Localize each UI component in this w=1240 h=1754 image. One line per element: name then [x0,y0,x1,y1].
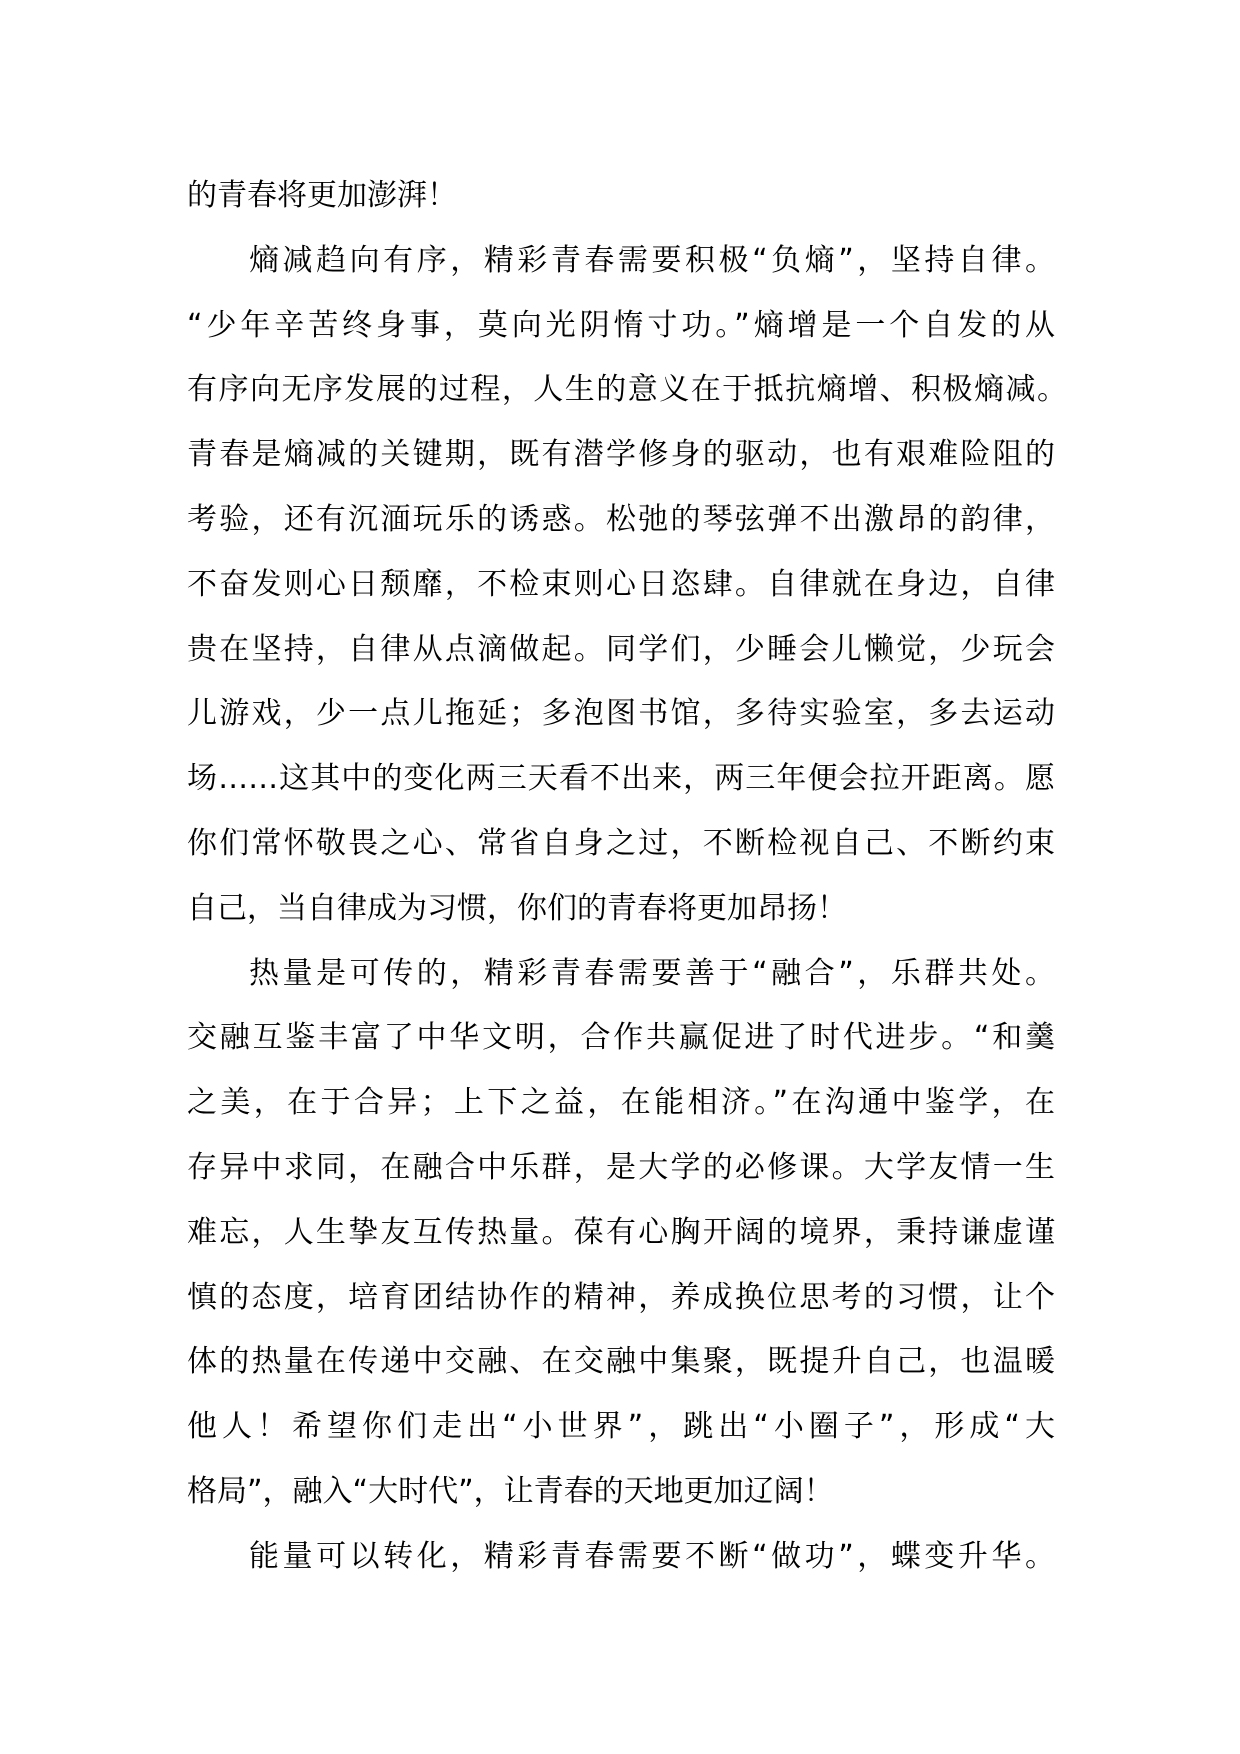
text-line: 慎的态度，培育团结协作的精神，养成换位思考的习惯，让个 [187,1279,1055,1315]
text-line: 格局”，融入“大时代”，让青春的天地更加辽阔！ [187,1473,834,1509]
text-line: 不奋发则心日颓靡，不检束则心日恣肆。自律就在身边，自律 [187,566,1055,602]
text-line: 考验，还有沉湎玩乐的诱惑。松弛的琴弦弹不出激昂的韵律， [187,501,1055,537]
paragraph-first-line: 熵减趋向有序，精彩青春需要积极“负熵”，坚持自律。 [249,242,1055,278]
text-line: 之美，在于合异；上下之益，在能相济。”在沟通中鉴学，在 [187,1085,1055,1121]
body-text [187,164,1087,1590]
text-line: “少年辛苦终身事，莫向光阴惰寸功。”熵增是一个自发的从 [187,307,1055,343]
text-line: 儿游戏，少一点儿拖延；多泡图书馆，多待实验室，多去运动 [187,696,1055,732]
text-line: 体的热量在传递中交融、在交融中集聚，既提升自己，也温暖 [187,1344,1055,1380]
text-line: 他人！希望你们走出“小世界”，跳出“小圈子”，形成“大 [187,1409,1055,1445]
text-line: 存异中求同，在融合中乐群，是大学的必修课。大学友情一生 [187,1149,1055,1185]
text-line: 场……这其中的变化两三天看不出来，两三年便会拉开距离。愿 [187,761,1055,797]
text-line: 交融互鉴丰富了中华文明，合作共赢促进了时代进步。“和羹 [187,1020,1055,1056]
text-line: 贵在坚持，自律从点滴做起。同学们，少睡会儿懒觉，少玩会 [187,631,1055,667]
text-line: 难忘，人生挚友互传热量。葆有心胸开阔的境界，秉持谦虚谨 [187,1214,1055,1250]
paragraph-first-line: 能量可以转化，精彩青春需要不断“做功”，蝶变升华。 [249,1538,1055,1574]
paragraph-first-line: 热量是可传的，精彩青春需要善于“融合”，乐群共处。 [249,955,1055,991]
text-line: 有序向无序发展的过程，人生的意义在于抵抗熵增、积极熵减。 [187,372,1067,408]
text-line: 的青春将更加澎湃！ [187,178,457,213]
text-line: 青春是熵减的关键期，既有潜学修身的驱动，也有艰难险阻的 [187,437,1055,473]
text-line: 你们常怀敬畏之心、常省自身之过，不断检视自己、不断约束 [187,825,1055,861]
text-line: 自己，当自律成为习惯，你们的青春将更加昂扬！ [187,890,847,926]
